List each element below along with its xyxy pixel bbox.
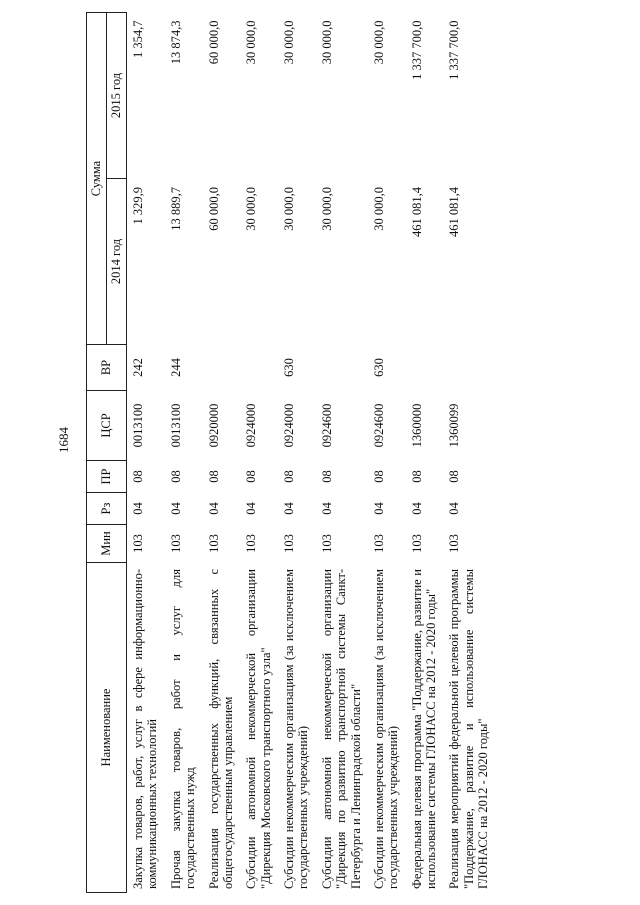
cell-sum-2015: 1 337 700,0 (409, 20, 424, 80)
cell-rz: 04 (409, 502, 424, 515)
cell-csr: 1360000 (409, 403, 424, 448)
cell-sum-2015: 30 000,0 (244, 20, 259, 65)
cell-name: Субсидии некоммерческим организациям (за исключением государственных учреждений) (282, 569, 311, 889)
page-number: 1684 (56, 427, 71, 453)
cell-rz: 04 (168, 502, 183, 515)
cell-sum-2014: 13 889,7 (168, 187, 183, 231)
cell-sum-2015: 1 337 700,0 (447, 20, 462, 80)
cell-pr: 08 (371, 470, 386, 483)
table-row (127, 13, 165, 893)
cell-rz: 04 (447, 502, 462, 515)
header-sum: Сумма (87, 13, 107, 345)
cell-name: Субсидии некоммерческим организациям (за исключением государственных учреждений) (371, 569, 401, 889)
table-row (240, 13, 278, 893)
table-row (165, 13, 203, 893)
cell-pr: 08 (447, 470, 462, 483)
cell-sum-2015: 13 874,3 (168, 20, 183, 65)
table-body (127, 13, 496, 893)
cell-csr: 0924600 (319, 403, 334, 448)
table-row (316, 13, 368, 893)
cell-min: 103 (409, 534, 424, 553)
cell-vr (406, 345, 444, 391)
cell-rz: 04 (244, 502, 259, 515)
cell-csr: 0013100 (168, 403, 183, 448)
cell-rz: 04 (282, 502, 296, 515)
cell-rz: 04 (319, 502, 334, 515)
cell-pr: 08 (409, 470, 424, 483)
cell-min: 103 (319, 534, 334, 553)
header-pr: ПР (87, 461, 127, 493)
cell-pr: 08 (206, 470, 221, 483)
cell-sum-2014: 30 000,0 (244, 187, 259, 231)
cell-sum-2014: 461 081,4 (447, 187, 462, 237)
header-min: Мин (87, 525, 127, 563)
cell-vr: 242 (131, 358, 145, 377)
cell-sum-2015: 1 354,7 (131, 20, 145, 58)
cell-csr: 0013100 (131, 403, 145, 448)
cell-sum-2015: 30 000,0 (282, 20, 296, 65)
table-row (406, 13, 444, 893)
cell-name: Субсидии автономной некоммерческой организации "Дирекция по развитию транспортной системы Санкт-Петербурга и Ленинградской области" (319, 569, 363, 889)
cell-min: 103 (131, 534, 145, 553)
header-2015: 2015 год (107, 13, 127, 179)
cell-pr: 08 (244, 470, 259, 483)
cell-min: 103 (206, 534, 221, 553)
cell-pr: 08 (319, 470, 334, 483)
cell-vr: 630 (282, 358, 296, 377)
cell-vr (240, 345, 278, 391)
cell-name: Субсидии автономной некоммерческой организации "Дирекция Московского транспортного узла" (244, 569, 273, 889)
cell-pr: 08 (168, 470, 183, 483)
header-csr: ЦСР (87, 391, 127, 461)
cell-csr: 1360099 (447, 403, 462, 448)
cell-name: Закупка товаров, работ, услуг в сфере информационно-коммуникационных технологий (131, 569, 160, 889)
cell-vr (316, 345, 368, 391)
cell-sum-2014: 30 000,0 (282, 187, 296, 231)
table-row (368, 13, 406, 893)
cell-sum-2014: 30 000,0 (319, 187, 334, 231)
cell-min: 103 (168, 534, 183, 553)
table-row (443, 13, 495, 893)
cell-csr: 0924000 (282, 403, 296, 448)
cell-rz: 04 (206, 502, 221, 515)
cell-sum-2015: 60 000,0 (206, 20, 221, 65)
cell-min: 103 (371, 534, 386, 553)
header-vr: ВР (87, 345, 127, 391)
cell-name: Реализация государственных функций, связанных с общегосударственным управлением (206, 569, 235, 889)
table-row (203, 13, 241, 893)
cell-min: 103 (447, 534, 462, 553)
cell-sum-2015: 30 000,0 (319, 20, 334, 65)
cell-sum-2015: 30 000,0 (371, 20, 386, 65)
cell-csr: 0924600 (371, 403, 386, 448)
header-2014: 2014 год (107, 179, 127, 345)
cell-sum-2014: 30 000,0 (371, 187, 386, 231)
cell-vr (203, 345, 241, 391)
cell-min: 103 (244, 534, 259, 553)
cell-name: Прочая закупка товаров, работ и услуг для государственных нужд (168, 569, 198, 889)
cell-vr: 244 (168, 358, 183, 377)
cell-rz: 04 (131, 502, 145, 515)
cell-vr (443, 345, 495, 391)
cell-csr: 0924000 (244, 403, 259, 448)
rotated-page-content (56, 13, 516, 893)
cell-sum-2014: 461 081,4 (409, 187, 424, 237)
cell-min: 103 (282, 534, 296, 553)
table-row (278, 13, 316, 893)
cell-csr: 0920000 (206, 403, 221, 448)
header-name: Наименование (87, 563, 127, 893)
cell-sum-2014: 1 329,9 (131, 187, 145, 225)
cell-vr: 630 (371, 358, 386, 377)
cell-rz: 04 (371, 502, 386, 515)
budget-table (86, 12, 496, 893)
cell-name: Федеральная целевая программа "Поддержание, развитие и использование системы ГЛОНАСС на 2012 - 2020 годы" (409, 569, 438, 889)
header-rz: Рз (87, 493, 127, 525)
table-header (87, 13, 127, 893)
cell-pr: 08 (131, 470, 145, 483)
cell-pr: 08 (282, 470, 296, 483)
cell-sum-2014: 60 000,0 (206, 187, 221, 231)
cell-name: Реализация мероприятий федеральной целевой программы "Поддержание, развитие и использование системы ГЛОНАСС на 2012 - 2020 годы" (447, 569, 491, 889)
